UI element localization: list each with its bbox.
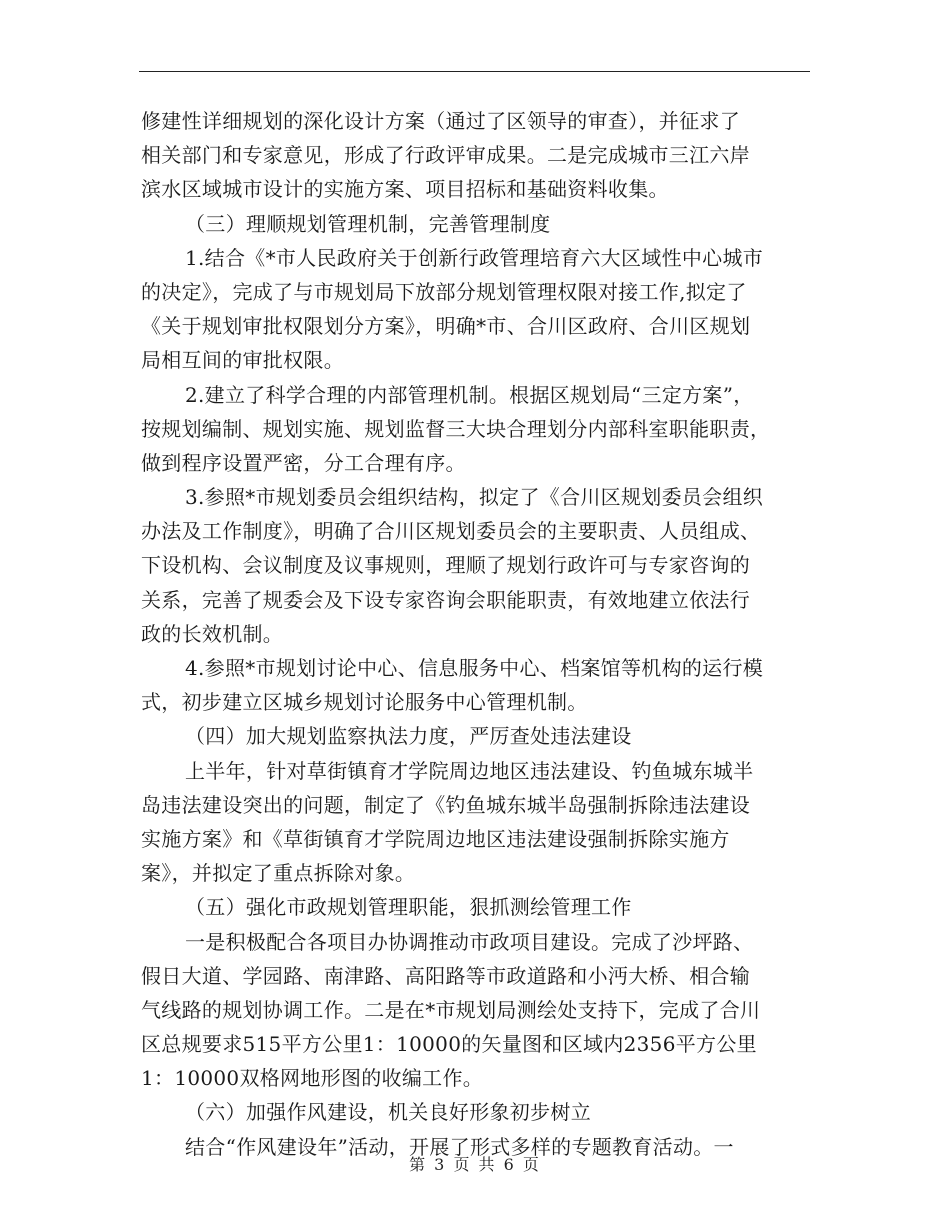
text-line: （五）强化市政规划管理职能，狠抓测绘管理工作 [185,895,632,920]
text-line: 4.参照*市规划讨论中心、信息服务中心、档案馆等机构的运行模 [185,656,764,680]
text-line: 假日大道、学园路、南津路、高阳路等市政道路和小沔大桥、相合输 [141,963,750,988]
page-footer: 第 3 页 共 6 页 [409,1155,541,1174]
text-line: 实施方案》和《草街镇育才学院周边地区违法建设强制拆除实施方 [141,826,730,851]
text-line: 区总规要求515平方公里1：10000的矢量图和区域内2356平方公里 [141,1032,757,1057]
text-line: 结合“作风建设年”活动，开展了形式多样的专题教育活动。一 [185,1134,734,1159]
text-line: 按规划编制、规划实施、规划监督三大块合理划分内部科室职能职责， [141,416,771,441]
text-line: 政的长效机制。 [141,621,284,646]
text-line: （四）加大规划监察执法力度，严厉查处违法建设 [185,724,632,749]
text-line: 1.结合《*市人民政府关于创新行政管理培育六大区域性中心城市 [185,245,764,270]
text-line: 关系，完善了规委会及下设专家咨询会职能职责，有效地建立依法行 [141,587,750,612]
text-line: 做到程序设置严密，分工合理有序。 [141,450,466,475]
header-rule [139,71,810,72]
text-line: 局相互间的审批权限。 [141,348,344,373]
text-line: 相关部门和专家意见，形成了行政评审成果。二是完成城市三江六岸 [141,143,750,168]
text-line: （三）理顺规划管理机制，完善管理制度 [185,211,551,236]
text-line: 3.参照*市规划委员会组织结构，拟定了《合川区规划委员会组织 [185,485,764,510]
text-line: 1：10000双格网地形图的收编工作。 [141,1066,484,1091]
text-line: 办法及工作制度》，明确了合川区规划委员会的主要职责、人员组成、 [141,519,761,544]
text-line: 滨水区域城市设计的实施方案、项目招标和基础资料收集。 [141,177,669,202]
text-line: 一是积极配合各项目办协调推动市政项目建设。完成了沙坪路、 [185,929,754,954]
text-line: 的决定》，完成了与市规划局下放部分规划管理权限对接工作,拟定了 [141,279,747,304]
document-body [141,104,811,1164]
text-line: 修建性详细规划的深化设计方案（通过了区领导的审查），并征求了 [141,109,740,133]
text-line: 下设机构、会议制度及议事规则，理顺了规划行政许可与专家咨询的 [141,553,750,578]
text-line: 岛违法建设突出的问题，制定了《钓鱼城东城半岛强制拆除违法建设 [141,792,750,817]
text-line: 上半年，针对草街镇育才学院周边地区违法建设、钓鱼城东城半 [185,758,754,783]
text-line: 《关于规划审批权限划分方案》，明确*市、合川区政府、合川区规划 [141,314,751,339]
text-line: 式，初步建立区城乡规划讨论服务中心管理机制。 [141,690,588,715]
text-line: 气线路的规划协调工作。二是在*市规划局测绘处支持下，完成了合川 [141,997,761,1022]
text-line: （六）加强作风建设，机关良好形象初步树立 [185,1100,591,1125]
text-line: 案》，并拟定了重点拆除对象。 [141,861,416,886]
text-line: 2.建立了科学合理的内部管理机制。根据区规划局“三定方案”， [185,382,754,407]
